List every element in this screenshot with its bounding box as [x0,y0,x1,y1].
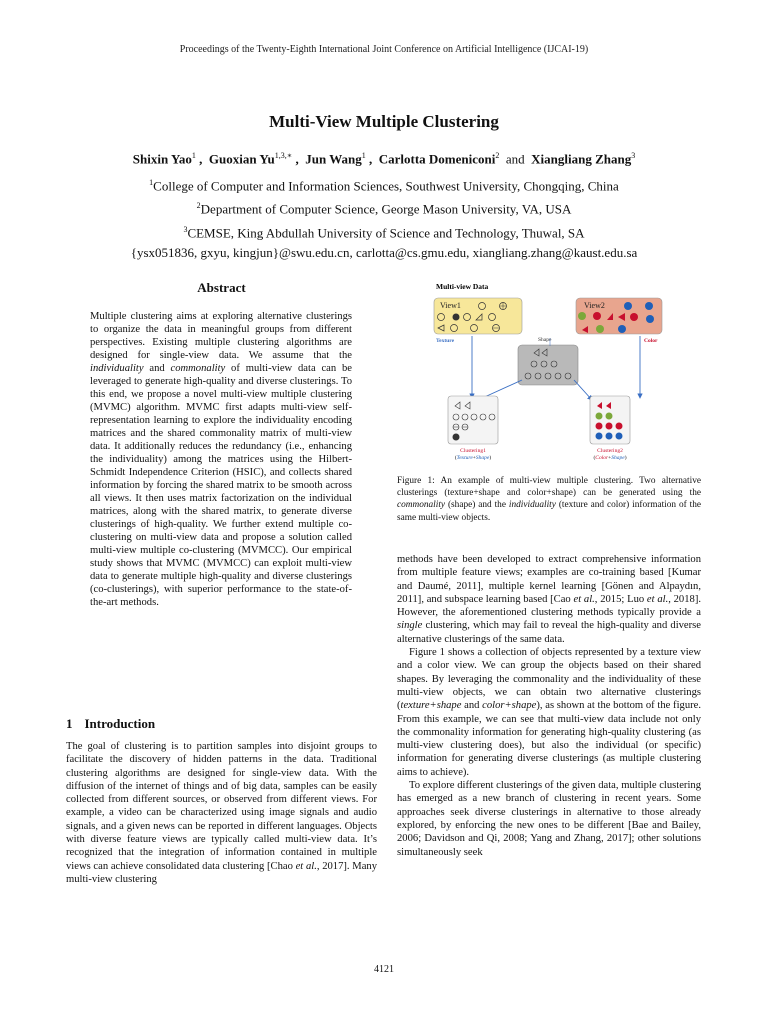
right-column-text [397,553,701,859]
solid-circle-icon [453,314,460,321]
body-paragraph [397,553,701,646]
red-circle-icon [630,313,638,321]
green-circle-icon [596,325,604,333]
intro-paragraph [66,740,377,886]
subtitle-part: Texture [456,455,473,461]
author-sup: 1 [361,151,366,160]
clustering2-subtitle [593,454,626,461]
text-part: Figure 1 shows a collection of objects represented by a texture view and a color view. We can group the objects based on their shared shapes. By leveraging the commonality and the individuality of these multi-view objects, we can obtain two alternative clusterings ( [397,647,701,712]
text-emphasis: texture+shape [400,700,462,712]
abstract-part: of multi-view data can be leveraged to generate high-quality and diverse clusterings. To this end, we propose a novel multi-view multiple clustering (MVMC) algorithm. MVMC first adapts multi-view self-representation learning to explore the individuality encoding matrices and the shared commonality matrix of multi-view data. It additionally reduces the redundancy (i.e., enhancing the individuality) among the matrices using the Hilbert-Schmidt Independence Criterion (HSIC), and collects shared information by forcing the shared matrix to be smooth across all views. It then uses matrix factorization on the individual matrices, along with the shared matrix, to generate diverse clusterings of high-quality. We further extend multiple co-clustering on multi-view data and propose a solution called multi-view multiple co-clustering (MVMCC). Our empirical study shows that MVMC (MVMCC) can exploit multi-view data to generate multiple high-quality and diverse clusterings (co-clusterings), with superior performance to the state-of-the-art methods. [90,363,352,608]
body-paragraph [397,646,701,779]
affiliation-text: CEMSE, King Abdullah University of Science and Technology, Thuwal, SA [187,224,585,240]
figure-1-diagram [430,280,666,466]
caption-part: (texture and color) information of the same multi-view objects. [397,500,701,523]
blue-circle-icon [616,433,623,440]
blue-circle-icon [646,315,654,323]
red-circle-icon [596,423,603,430]
green-circle-icon [596,413,603,420]
subtitle-part: + [472,455,476,461]
subtitle-part: Shape [611,455,625,461]
left-column [66,280,377,609]
text-emphasis: single [397,620,423,632]
author-name: Carlotta Domeniconi [378,151,496,167]
author-sup: 2 [495,151,500,160]
author-name: Jun Wang [305,151,362,167]
affiliation [0,173,768,196]
affiliation [0,196,768,219]
text-emphasis: color+shape [482,700,537,712]
text-emphasis: et al. [573,593,595,605]
affiliation-text: College of Computer and Information Sciences, Southwest University, Chongqing, China [153,178,619,194]
clustering1-title: Clustering1 [460,448,486,454]
red-circle-icon [593,312,601,320]
text-part: , 2015; Luo [594,593,647,605]
abstract-title: Abstract [197,280,246,295]
author-emails: {ysx051836, gxyu, kingjun}@swu.edu.cn, carlotta@cs.gmu.edu, xiangliang.zhang@kaust.edu.sa [130,244,638,260]
caption-emphasis: individuality [508,500,556,511]
abstract-part: and [143,363,171,374]
figure-1 [430,280,666,466]
and-word: and [505,151,525,167]
shape-label: Shape [538,337,552,343]
color-label: Color [644,338,658,344]
green-circle-icon [578,312,586,320]
affiliation-sup: 3 [183,224,188,234]
section-title: Introduction [84,716,156,731]
affiliation-text: Department of Computer Science, George Mason University, VA, USA [200,201,572,217]
text-part: methods have been developed to extract comprehensive information from multiple feature views; examples are co-training based [Kumar and Daumé, 2011], multiple kernel learning [Gönen and Alpaydın, 2011], and subspace learning based [Cao [397,554,701,605]
abstract-text [90,310,352,609]
affiliations [0,173,768,263]
text-part: ), as shown at the bottom of the figure. From this example, we can see that multi-view data include not only the commonality information for generating high-quality clustering (as multi-view clustering does), but also the individual (or specific) information for generating diverse clusterings (as multiple clustering aims to achieve). [397,700,702,778]
red-circle-icon [606,423,613,430]
figure-1-caption [397,475,701,524]
author-name: Guoxian Yu [208,151,275,167]
author-list: Shixin Yao$^1$ , Guoxian $Yu^{1,3,∗}$ , Jun Wang$^1$ , Carlotta Domeniconi$^2$ and Xiangliang Zhang$^3$ [132,151,636,167]
abstract-part: Multiple clustering aims at exploring alternative clusterings to organize the data in meaningful groups from different perspectives. Existing multiple clustering algorithms are designed for single-view data. We assume that the [90,311,352,361]
view1-label: View1 [440,301,461,310]
subtitle-part: Color [595,455,609,461]
subtitle-part: Shape [475,455,490,461]
author-sup: 1 [191,151,196,160]
intro-etal: et al. [295,860,317,872]
abstract-emphasis: commonality [170,363,226,374]
affiliation-sup: 1 [149,178,154,187]
clustering2-title: Clustering2 [597,448,623,454]
clustering1-subtitle [455,454,492,461]
conference-header: Proceedings of the Twenty-Eighth International Joint Conference on Artificial Intelligence (IJCAI-19) [179,44,589,55]
author-sup: 1,3,∗ [274,151,293,160]
texture-label: Texture [436,338,455,344]
intro-part: The goal of clustering is to partition samples into disjoint groups to facilitate the discovery of hidden patterns in the data. Traditional clustering algorithms are designed for single-view data. With the diffusion of the internet of things and of big data, samples can be easily collected from different sources, or observed from different views. For example, a video can be characterized using image signals and audio signals, and a given news can be reported in different languages. Objects with diverse feature views are typically called multi-view data. It’s recognized that the integration of information contained in multiple views can achieve consolidated data clustering [Chao [66,741,377,872]
affiliation [0,220,768,243]
paper-title: Multi-View Multiple Clustering [269,112,499,131]
affiliation-sup: 2 [196,201,201,211]
shape-arrow-right [574,380,592,400]
page-number: 4121 [374,964,394,975]
green-circle-icon [606,413,613,420]
subtitle-part: ) [624,455,627,461]
blue-circle-icon [645,302,653,310]
section-number: 1 [66,716,73,731]
body-paragraph: To explore different clusterings of the given data, multiple clustering has emerged as a new branch of clustering in recent years. Some approaches seek diverse clusterings in alternative to those already explored, by enforcing the new ones to be different [Bae and Bailey, 2006; Davidson and Qi, 2008; Yang and Zhang, 2017]; other solutions simultaneously seek [397,780,701,858]
subtitle-part: ( [593,455,596,461]
text-part: , 2018]. However, the aforementioned clustering methods typically provide a [397,593,701,619]
subtitle-part: + [608,455,612,461]
text-emphasis: et al. [646,593,669,605]
author-name: Shixin Yao [132,151,192,167]
caption-part: Figure 1: An example of multi-view multiple clustering. Two alternative clusterings (texture+shape and color+shape) can be generated using the [397,476,701,499]
text-part: and [461,700,483,712]
caption-emphasis: commonality [397,500,446,511]
red-circle-icon [616,423,623,430]
intro-part: , 2017]. Many multi-view clustering [66,860,377,885]
section-heading [66,716,155,732]
blue-circle-icon [618,325,626,333]
text-part: clustering, which may fail to reveal the high-quality and diverse alternative clusterings of the same data. [397,620,701,645]
figure-title: Multi-view Data [436,282,489,291]
blue-circle-icon [596,433,603,440]
blue-circle-icon [624,302,632,310]
blue-circle-icon [606,433,613,440]
subtitle-part: ( [454,455,457,461]
abstract-emphasis: individuality [90,363,144,374]
author-name: Xiangliang Zhang [531,151,632,167]
caption-part: (shape) and the [445,500,509,511]
solid-circle-icon [453,434,460,441]
view2-label: View2 [584,301,605,310]
subtitle-part: ) [489,455,492,461]
author-sup: 3 [631,151,636,160]
